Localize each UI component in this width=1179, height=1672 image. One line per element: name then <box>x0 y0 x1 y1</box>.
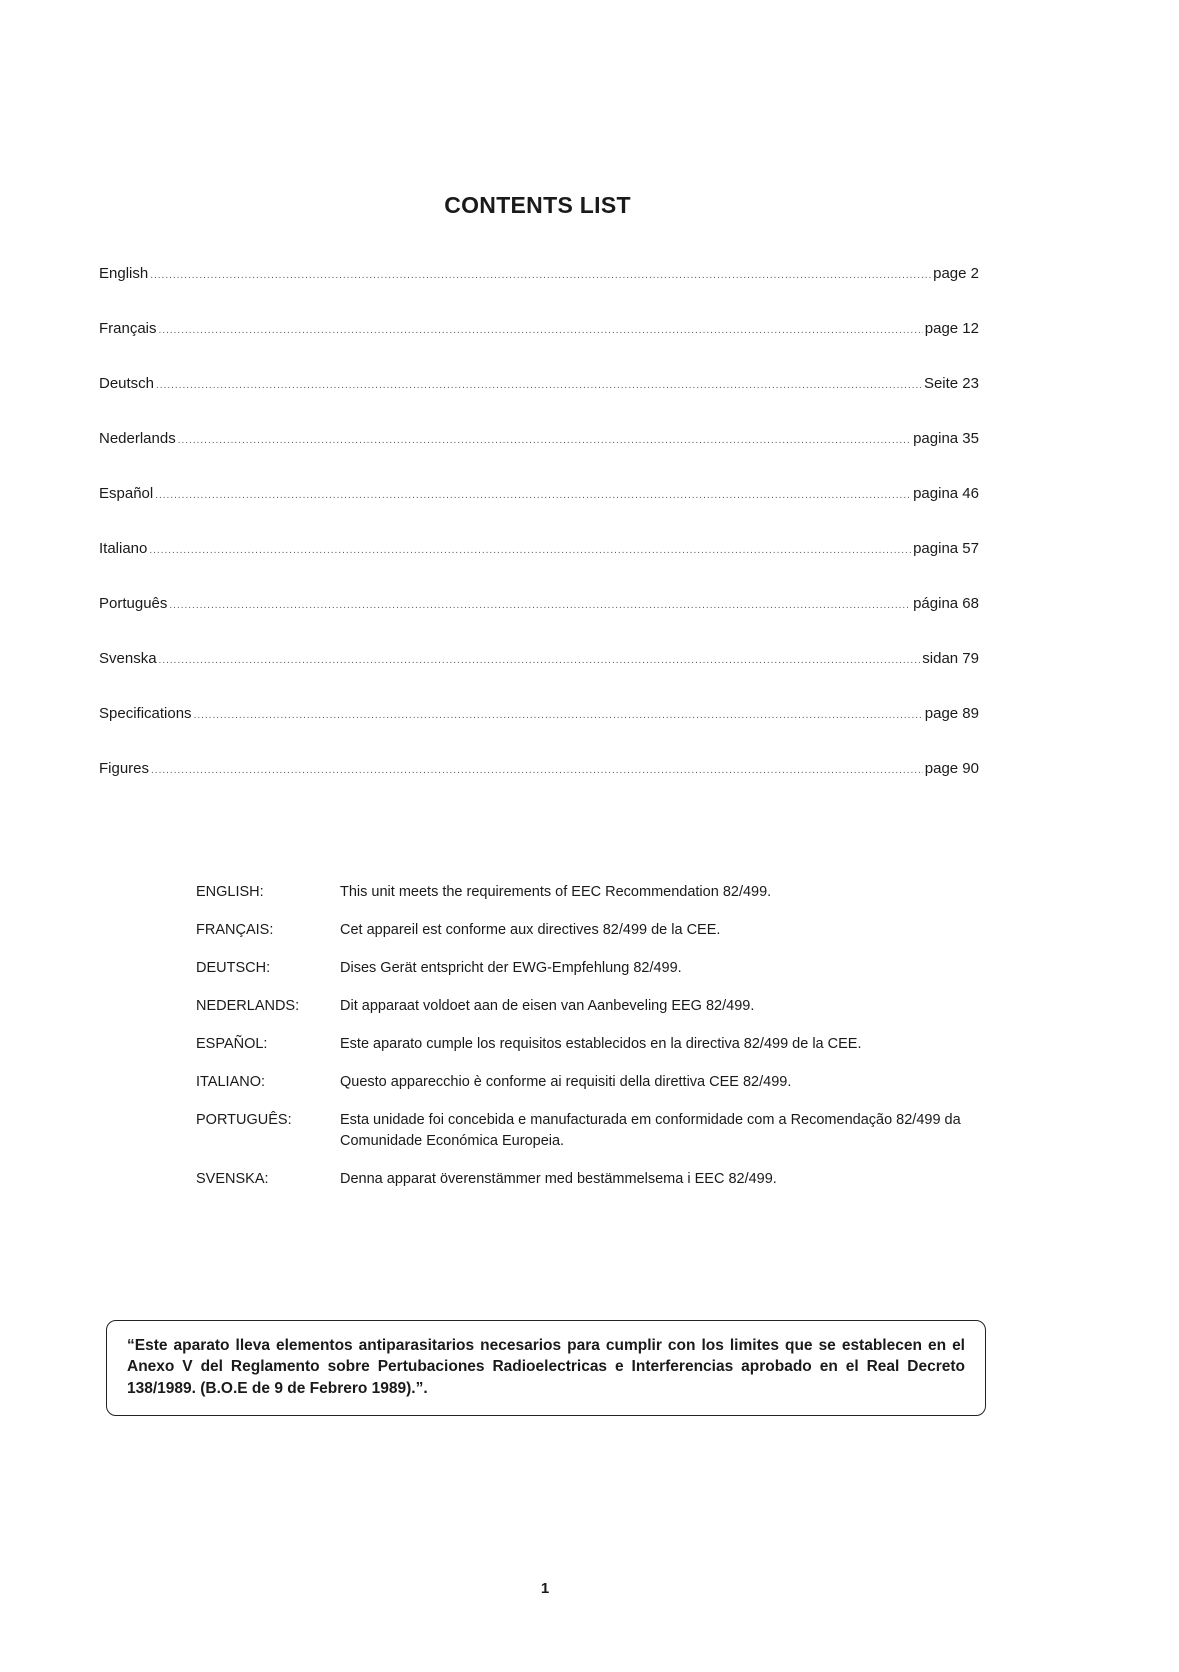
compliance-svenska <box>196 1169 976 1190</box>
page-title: CONTENTS LIST <box>444 192 631 218</box>
dot-leader <box>151 765 923 776</box>
toc-label: English <box>99 265 149 282</box>
page-number: 1 <box>540 1580 550 1597</box>
compliance-italiano <box>196 1072 976 1093</box>
toc-entry-espanol <box>99 485 979 540</box>
compliance-portugues <box>196 1110 976 1152</box>
compliance-language: PORTUGUÊS: <box>196 1112 292 1129</box>
toc-entry-specifications <box>99 705 979 760</box>
toc-page: pagina 57 <box>913 540 979 557</box>
dot-leader <box>178 435 911 446</box>
dot-leader <box>159 655 921 666</box>
toc-entry-deutsch <box>99 375 979 430</box>
dot-leader <box>149 545 911 556</box>
compliance-text: Dises Gerät entspricht der EWG-Empfehlung 82/499. <box>340 960 682 977</box>
toc-entry-figures <box>99 760 979 815</box>
compliance-text: This unit meets the requirements of EEC Recommendation 82/499. <box>340 884 772 900</box>
toc-entry-nederlands <box>99 430 979 485</box>
toc-page: Seite 23 <box>923 375 979 392</box>
spanish-regulatory-notice: “Este aparato lleva elementos antiparasitarios necesarios para cumplir con los limites que se establecen en el Anexo V del Reglamento sobre Pertubaciones Radioelectricas e Interferencias aprobado en el Real Decreto 138/1989. (B.O.E de 9 de Febrero 1989).”. <box>106 1320 986 1416</box>
toc-label: Español <box>99 485 154 502</box>
dot-leader <box>150 270 931 281</box>
dot-leader <box>159 325 923 336</box>
toc-page: página 68 <box>913 595 979 612</box>
compliance-statements <box>196 882 976 1207</box>
toc-page: page 90 <box>924 760 979 777</box>
toc-entry-italiano <box>99 540 979 595</box>
toc-label: Specifications <box>99 705 192 722</box>
toc-entry-svenska <box>99 650 979 705</box>
compliance-deutsch <box>196 958 976 979</box>
compliance-language: ESPAÑOL: <box>196 1036 268 1053</box>
compliance-text: Dit apparaat voldoet aan de eisen van Aanbeveling EEG 82/499. <box>340 998 755 1015</box>
toc-label: Deutsch <box>99 375 155 392</box>
toc-page: pagina 46 <box>913 485 979 502</box>
compliance-language: DEUTSCH: <box>196 960 271 977</box>
toc-label: Nederlands <box>99 430 176 447</box>
toc-label: Italiano <box>99 540 148 557</box>
compliance-nederlands <box>196 996 976 1017</box>
toc-entry-portugues <box>99 595 979 650</box>
toc-page: page 89 <box>924 705 979 722</box>
toc-label: Français <box>99 320 157 337</box>
toc-entry-english <box>99 265 979 320</box>
compliance-francais <box>196 920 976 941</box>
compliance-language: SVENSKA: <box>196 1171 269 1188</box>
toc-page: page 12 <box>924 320 979 337</box>
contents-list <box>99 265 979 815</box>
compliance-text: Denna apparat överenstämmer med bestämmelsema i EEC 82/499. <box>340 1171 777 1188</box>
dot-leader <box>194 710 923 721</box>
compliance-english <box>196 882 976 903</box>
toc-page: sidan 79 <box>922 650 979 667</box>
dot-leader <box>169 600 911 611</box>
compliance-language: ITALIANO: <box>196 1074 266 1091</box>
compliance-espanol <box>196 1034 976 1055</box>
compliance-text: Esta unidade foi concebida e manufacturada em conformidade com a Recomendação 82/499 da Comunidade Económica Europeia. <box>340 1112 961 1150</box>
compliance-text: Questo apparecchio è conforme ai requisiti della direttiva CEE 82/499. <box>340 1074 792 1091</box>
toc-label: Português <box>99 595 168 612</box>
compliance-text: Cet appareil est conforme aux directives 82/499 de la CEE. <box>340 922 721 939</box>
compliance-language: ENGLISH: <box>196 884 264 900</box>
compliance-language: FRANÇAIS: <box>196 922 274 939</box>
compliance-text: Este aparato cumple los requisitos establecidos en la directiva 82/499 de la CEE. <box>340 1036 862 1053</box>
toc-label: Svenska <box>99 650 157 667</box>
dot-leader <box>155 490 911 501</box>
dot-leader <box>156 380 922 391</box>
toc-page: page 2 <box>933 265 979 282</box>
toc-page: pagina 35 <box>913 430 979 447</box>
toc-label: Figures <box>99 760 150 777</box>
toc-entry-francais <box>99 320 979 375</box>
compliance-language: NEDERLANDS: <box>196 998 300 1015</box>
